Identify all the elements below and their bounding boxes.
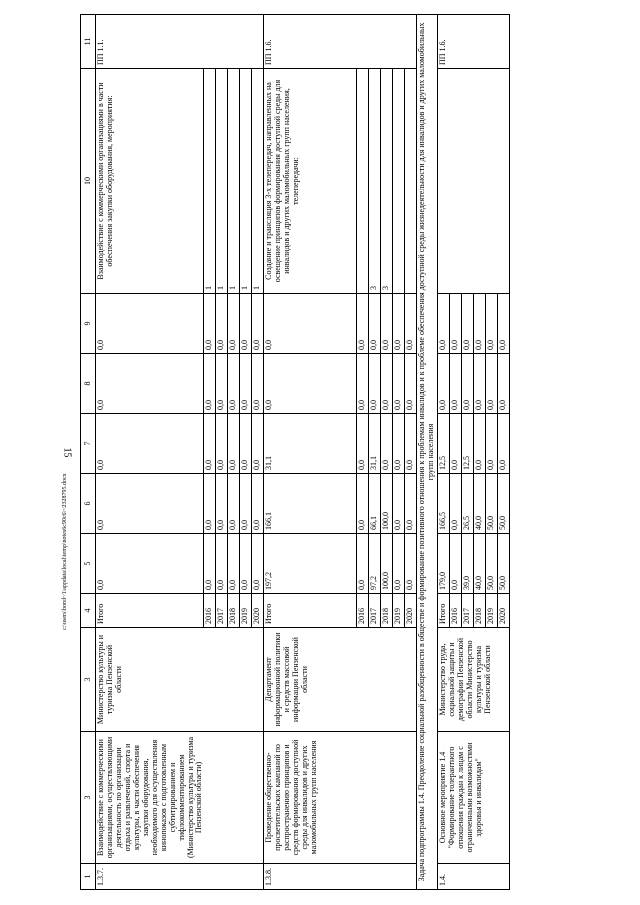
cell-indicator-value: 3	[381, 69, 393, 294]
cell-value: 0,0	[449, 294, 461, 354]
row-number: 1.4.	[437, 864, 509, 890]
cell-value: 0,0	[240, 474, 252, 534]
cell-value: 0,0	[393, 414, 405, 474]
cell-indicator-value	[357, 69, 369, 294]
cell-value: 0,0	[473, 414, 485, 474]
cell-value: 0,0	[240, 534, 252, 594]
cell-value: 12,5	[461, 414, 473, 474]
cell-total-label: Итого	[96, 594, 204, 628]
cell-value: 0,0	[437, 354, 449, 414]
cell-indicator-value: 1	[204, 69, 216, 294]
cell-value: 0,0	[252, 534, 264, 594]
cell-value: 12,5	[437, 414, 449, 474]
cell-value: 166,1	[264, 474, 357, 534]
cell-value: 0,0	[357, 474, 369, 534]
rotated-table-sheet	[80, 15, 590, 890]
footer-file-path: c:\users\borel~1\appdata\local\temp\notes6c90c6\~2328795.docx	[62, 473, 68, 630]
cell-value: 97,2	[369, 534, 381, 594]
cell-value: 0,0	[369, 294, 381, 354]
cell-indicator-value	[393, 69, 405, 294]
task-heading: Задача подпрограммы 1.4. Преодоление социальной разобщенности в обществе и формирование позитивного отношения к проблемам инвалидов и к проблеме обеспечения доступной среды жизнедеятельности для инвалидов и других маломобильных групп населения	[417, 15, 438, 890]
cell-value: 40,0	[473, 534, 485, 594]
program-ref: ПП 1.6.	[264, 15, 417, 69]
cell-value: 0,0	[381, 354, 393, 414]
cell-value: 0,0	[216, 474, 228, 534]
cell-year: 2019	[485, 594, 497, 628]
cell-value: 0,0	[485, 414, 497, 474]
cell-value: 0,0	[449, 474, 461, 534]
cell-value: 0,0	[204, 294, 216, 354]
cell-value: 0,0	[204, 474, 216, 534]
cell-value: 0,0	[449, 354, 461, 414]
cell-total-label: Итого	[264, 594, 357, 628]
cell-value: 0,0	[96, 354, 204, 414]
indicator-text: Создание и трансляция 3-х телепередач, направленных на освещение принципов формирования доступной среды для инвалидов и других маломобильных групп населения, телепередачи:	[264, 69, 357, 294]
program-ref: ПП 1.6.	[437, 15, 509, 69]
cell-value: 0,0	[228, 414, 240, 474]
row-number: 1.3.7.	[96, 864, 264, 890]
cell-value: 31,1	[264, 414, 357, 474]
cell-value: 0,0	[485, 354, 497, 414]
cell-value: 0,0	[393, 534, 405, 594]
cell-value: 0,0	[228, 354, 240, 414]
cell-value: 0,0	[252, 474, 264, 534]
cell-value: 0,0	[357, 354, 369, 414]
cell-value: 0,0	[240, 354, 252, 414]
cell-value: 0,0	[96, 414, 204, 474]
cell-indicator-value: 3	[369, 69, 381, 294]
col-header: 6	[81, 474, 96, 534]
cell-value: 0,0	[449, 534, 461, 594]
program-ref: ПП 1.1.	[96, 15, 264, 69]
cell-year: 2017	[369, 594, 381, 628]
cell-value: 0,0	[357, 294, 369, 354]
cell-value: 0,0	[381, 414, 393, 474]
cell-value: 0,0	[264, 354, 357, 414]
cell-value: 0,0	[96, 474, 204, 534]
cell-value: 0,0	[461, 354, 473, 414]
cell-value: 0,0	[369, 354, 381, 414]
cell-total-label: Итого	[437, 594, 449, 628]
cell-value: 50,0	[485, 474, 497, 534]
program-table	[80, 14, 510, 890]
cell-value: 40,0	[473, 474, 485, 534]
page-number: 15	[61, 447, 73, 458]
cell-value: 0,0	[405, 474, 417, 534]
table-row	[437, 15, 449, 890]
cell-value: 0,0	[216, 414, 228, 474]
cell-value: 0,0	[497, 294, 509, 354]
cell-value: 0,0	[252, 414, 264, 474]
cell-value: 0,0	[252, 354, 264, 414]
col-header: 9	[81, 294, 96, 354]
cell-value: 0,0	[204, 354, 216, 414]
cell-value: 0,0	[240, 294, 252, 354]
cell-value: 0,0	[497, 354, 509, 414]
cell-value: 0,0	[393, 294, 405, 354]
cell-value: 0,0	[204, 414, 216, 474]
cell-value: 0,0	[449, 414, 461, 474]
col-header: 10	[81, 69, 96, 294]
cell-value: 0,0	[473, 354, 485, 414]
cell-indicator-value: 1	[240, 69, 252, 294]
measure-name: Основное мероприятие 1.4 "Формирование толерантного отношения граждан к лицам с ограниченными возможностями здоровья и инвалидам"	[437, 732, 509, 864]
cell-value: 179,0	[437, 534, 449, 594]
cell-indicator-value	[405, 69, 417, 294]
cell-value: 0,0	[252, 294, 264, 354]
task-row	[417, 15, 438, 890]
cell-value: 31,1	[369, 414, 381, 474]
cell-value: 0,0	[357, 534, 369, 594]
measure-name: Проведение общественно-просветительских кампаний по распространению принципов и средств формирования доступной среды для инвалидов и других маломобильных групп населения	[264, 732, 417, 864]
cell-year: 2017	[216, 594, 228, 628]
cell-value: 0,0	[405, 354, 417, 414]
cell-value: 39,0	[461, 534, 473, 594]
cell-indicator-value: 1	[228, 69, 240, 294]
cell-value: 100,0	[381, 534, 393, 594]
cell-value: 0,0	[264, 294, 357, 354]
cell-value: 0,0	[473, 294, 485, 354]
cell-value: 0,0	[461, 294, 473, 354]
cell-year: 2019	[393, 594, 405, 628]
cell-value: 0,0	[96, 534, 204, 594]
cell-value: 0,0	[96, 294, 204, 354]
cell-year: 2020	[497, 594, 509, 628]
cell-indicator-value: 1	[216, 69, 228, 294]
cell-value: 0,0	[216, 534, 228, 594]
cell-value: 0,0	[204, 534, 216, 594]
cell-year: 2016	[449, 594, 461, 628]
cell-value: 0,0	[405, 294, 417, 354]
cell-value: 166,5	[437, 474, 449, 534]
cell-year: 2018	[473, 594, 485, 628]
row-number: 1.3.8.	[264, 864, 417, 890]
cell-year: 2017	[461, 594, 473, 628]
measure-name: Взаимодействие с коммерческими организациями, осуществляющими деятельность по организации отдыха и развлечений, спорта и культуры, в части обеспечения закупки оборудования, необходимого для осуществления кинопоказов с подготовленным субтитрированием и тифлокомментированием (Министерство культуры и туризма Пензенской области)	[96, 732, 264, 864]
col-header: 7	[81, 414, 96, 474]
cell-value: 0,0	[240, 414, 252, 474]
col-header: 3	[81, 628, 96, 732]
cell-value: 0,0	[405, 414, 417, 474]
cell-value: 100,0	[381, 474, 393, 534]
executor: Министерство труда, социальной защиты и демографии Пензенской области Министерство культуры и туризма Пензенской области	[437, 628, 509, 732]
cell-value: 0,0	[405, 534, 417, 594]
cell-year: 2020	[405, 594, 417, 628]
cell-year: 2020	[252, 594, 264, 628]
cell-value: 50,0	[497, 534, 509, 594]
cell-year: 2018	[381, 594, 393, 628]
cell-value: 0,0	[228, 474, 240, 534]
cell-year: 2016	[357, 594, 369, 628]
cell-value: 0,0	[497, 414, 509, 474]
cell-value: 0,0	[381, 294, 393, 354]
indicator-text: Взаимодействие с коммерческими организациями в части обеспечения закупки оборудования, мероприятия:	[96, 69, 204, 294]
executor: Министерство культуры и туризма Пензенской области	[96, 628, 264, 732]
column-header-row	[81, 15, 96, 890]
cell-indicator-value: 1	[252, 69, 264, 294]
cell-value: 0,0	[393, 354, 405, 414]
table-row	[96, 15, 204, 890]
cell-value: 0,0	[216, 294, 228, 354]
col-header: 8	[81, 354, 96, 414]
cell-value: 0,0	[216, 354, 228, 414]
indicator-empty	[437, 69, 509, 294]
executor: Департамент информационной политики и средств массовой информации Пензенской области	[264, 628, 417, 732]
col-header: 1	[81, 864, 96, 890]
table-row	[264, 15, 357, 890]
cell-year: 2016	[204, 594, 216, 628]
cell-year: 2018	[228, 594, 240, 628]
cell-value: 0,0	[357, 414, 369, 474]
col-header: 3	[81, 732, 96, 864]
col-header: 11	[81, 15, 96, 69]
col-header: 4	[81, 594, 96, 628]
cell-value: 50,0	[485, 534, 497, 594]
cell-value: 197,2	[264, 534, 357, 594]
cell-value: 66,1	[369, 474, 381, 534]
col-header: 5	[81, 534, 96, 594]
cell-value: 0,0	[228, 534, 240, 594]
cell-value: 0,0	[393, 474, 405, 534]
cell-value: 50,0	[497, 474, 509, 534]
cell-value: 0,0	[485, 294, 497, 354]
cell-value: 26,5	[461, 474, 473, 534]
cell-year: 2019	[240, 594, 252, 628]
cell-value: 0,0	[228, 294, 240, 354]
cell-value: 0,0	[437, 294, 449, 354]
